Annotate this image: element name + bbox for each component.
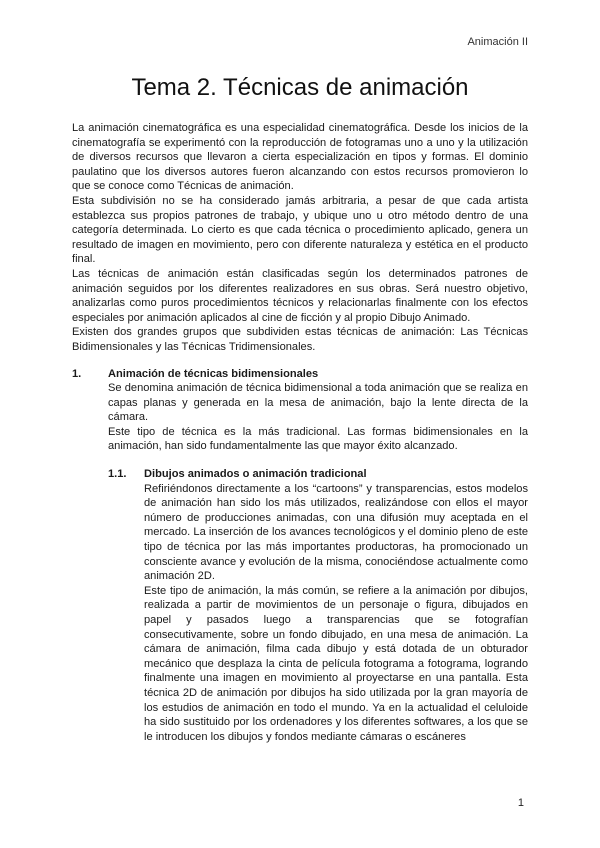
subsection-body (108, 482, 528, 745)
section-1 (72, 367, 528, 745)
section-number: 1. (72, 367, 82, 380)
section-title: Animación de técnicas bidimensionales (108, 367, 319, 380)
subsection-paragraph: Refiriéndonos directamente a los “cartoons” y transparencias, estos modelos de animación han sido los más utilizados, realizándose con ellos el mayor número de producciones animadas, con una difusión muy aceptada en el mercado. La inserción de los avances tecnológicos y el dominio pleno de este tipo de técnica por las más importantes productoras, ha promocionado un consciente avance y evolución de la misma, conociéndose actualmente como animación 2D. (144, 482, 528, 583)
page-number: 1 (517, 797, 524, 809)
subsection-heading (108, 467, 528, 482)
section-paragraph: Se denomina animación de técnica bidimensional a toda animación que se realiza en capas planas y generada en la mesa de animación, bajo la lente directa de la cámara. (108, 382, 528, 424)
document-title: Tema 2. Técnicas de animación (131, 74, 469, 101)
intro-paragraph: Esta subdivisión no se ha considerado jamás arbitraria, a pesar de que cada artista establezca sus propios patrones de trabajo, y ubique uno u otro método dentro de una categoría determinada. Lo cierto es que cada técnica o procedimiento aplicado, genera un resultado de imagen en movimiento, pero con diferente naturaleza y estética en el producto final. (72, 194, 528, 266)
section-body (72, 381, 528, 454)
subsection-paragraph: Este tipo de animación, la más común, se refiere a la animación por dibujos, realizada a partir de movimientos de un personaje o figura, dibujados en papel y pasados luego a transparencias que se fotografían consecutivamente, sobre un fondo dibujado, en una mesa de animación. La cámara de animación, filma cada dibujo y está dotada de un obturador mecánico que desplaza la cinta de película fotograma a fotograma, logrando finalmente una imagen en movimiento al proyectarse en una pantalla. Esta técnica 2D de animación por dibujos ha sido utilizada por la gran mayoría de los estudios de animación en todo el mundo. Ya en la actualidad el celuloide ha sido sustituido por los ordenadores y los diferentes softwares, a los que se le introducen los dibujos y fondos mediante cámaras o escáneres (144, 584, 528, 743)
section-paragraph: Este tipo de técnica es la más tradicional. Las formas bidimensionales en la animación, han sido fundamentalmente las que mayor éxito alcanzado. (108, 425, 528, 453)
document-body (72, 121, 528, 744)
running-header: Animación II (467, 36, 528, 48)
intro-paragraph: Las técnicas de animación están clasificadas según los determinados patrones de animación seguidos por los diferentes realizadores en sus obras. Será nuestro objetivo, analizarlas como puros procedimientos técnicos y relacionarlas finalmente con los efectos especiales por animación aplicados al cine de ficción y al propio Dibujo Animado. (72, 267, 528, 324)
section-heading (72, 367, 528, 382)
intro-paragraph: Existen dos grandes grupos que subdividen estas técnicas de animación: Las Técnicas Bidimensionales y las Técnicas Tridimensionales. (72, 326, 528, 353)
subsection-title: Dibujos animados o animación tradicional (144, 468, 367, 481)
intro-paragraph: La animación cinematográfica es una especialidad cinematográfica. Desde los inicios de la cinematografía se experimentó con la reproducción de fotogramas uno a uno y la utilización de diversos recursos que llevaron a cierta especialización en tipos y formas. El dominio paulatino que los diversos autores fueron alcanzando con estos recursos promovieron lo que se conoce como Técnicas de animación. (72, 122, 528, 193)
subsection-number: 1.1. (108, 468, 127, 481)
subsection-1-1 (72, 467, 528, 744)
